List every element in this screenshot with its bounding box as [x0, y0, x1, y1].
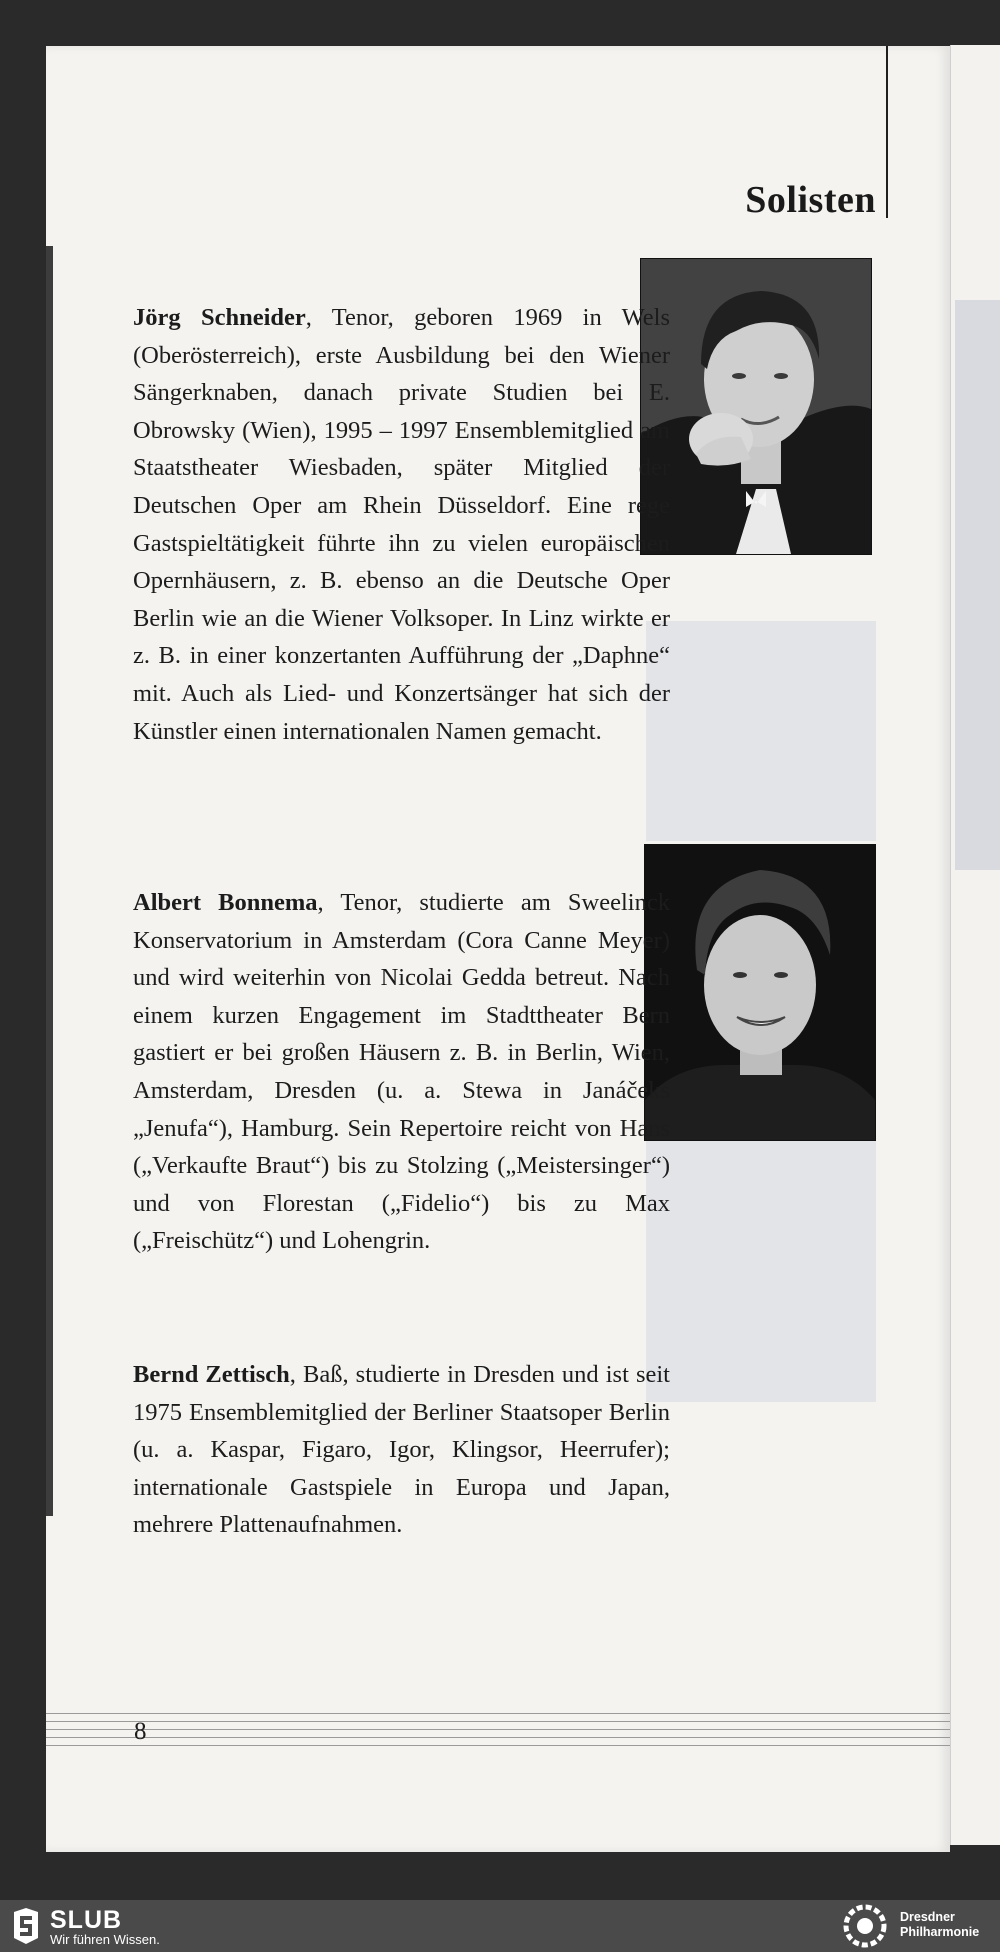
soloist-bio	[133, 884, 670, 1260]
soloist-name: Jörg Schneider	[133, 304, 306, 331]
portrait-photo-albert-bonnema	[644, 844, 876, 1141]
page-number: 8	[134, 1718, 147, 1745]
soloist-name: Bernd Zettisch	[133, 1361, 290, 1388]
show-through-block	[646, 621, 876, 841]
portrait-photo-joerg-schneider	[640, 258, 872, 555]
soloist-bio	[133, 299, 670, 750]
soloist-bio-text: , Tenor, geboren 1969 in Wels (Oberösterreich), erste Ausbildung bei den Wiener Sängerknaben, danach private Studien bei E. Obrowsky (Wien), 1995 – 1997 Ensemblemitglied am Staatstheater Wiesbaden, später Mitglied der Deutschen Oper am Rhein Düsseldorf. Eine rege Gastspieltätigkeit führte ihn zu vielen europäischen Opernhäusern, z. B. ebenso an die Deutsche Oper Berlin wie an die Wiener Volksoper. In Linz wirkte er z. B. in einer konzertanten Aufführung der „Daphne“ mit. Auch als Lied- und Konzertsänger hat sich der Künstler einen internationalen Namen gemacht.	[133, 304, 671, 745]
philharmonie-name[interactable]: Dresdner Philharmonie	[900, 1910, 980, 1939]
soloist-bio	[133, 1356, 670, 1544]
decorative-staff-lines	[46, 1713, 950, 1753]
show-through-block	[646, 1140, 876, 1402]
vertical-rule	[886, 46, 888, 218]
program-page	[46, 46, 950, 1852]
slub-logo-icon[interactable]	[12, 1908, 40, 1944]
soloist-bio-text: , Baß, studierte in Dresden und ist seit 1975 Ensemblemitglied der Berliner Staatsoper Berlin (u. a. Kaspar, Figaro, Igor, Klingsor, Heerrufer); internationale Gastspiele in Europa und Japan, mehrere Plattenaufnahmen.	[133, 1361, 670, 1539]
show-through-block	[955, 300, 1000, 870]
slub-title[interactable]: SLUB	[50, 1906, 123, 1934]
viewer-footer-bar	[0, 1900, 1000, 1952]
binding-shadow	[46, 246, 53, 1516]
soloist-bio-text: , Tenor, studierte am Sweelinck Konservatorium in Amsterdam (Cora Canne Meyer) und wird weiterhin von Nicolai Gedda betreut. Nach einem kurzen Engagement im Stadttheater Bern gastiert er bei großen Häusern z. B. in Berlin, Wien, Amsterdam, Dresden (u. a. Stewa in Janáčeks „Jenufa“), Hamburg. Sein Repertoire reicht von Hans („Verkaufte Braut“) bis zu Stolzing („Meistersinger“) und von Florestan („Fidelio“) bis zu Max („Freischütz“) und Lohengrin.	[133, 889, 670, 1255]
adjacent-page-edge	[950, 45, 1000, 1845]
philharmonie-logo-icon[interactable]	[840, 1904, 890, 1948]
soloist-name: Albert Bonnema	[133, 889, 318, 916]
slub-tagline: Wir führen Wissen.	[50, 1932, 160, 1947]
section-title: Solisten	[745, 179, 876, 221]
portrait-illustration	[645, 845, 875, 1140]
portrait-illustration	[641, 259, 871, 554]
